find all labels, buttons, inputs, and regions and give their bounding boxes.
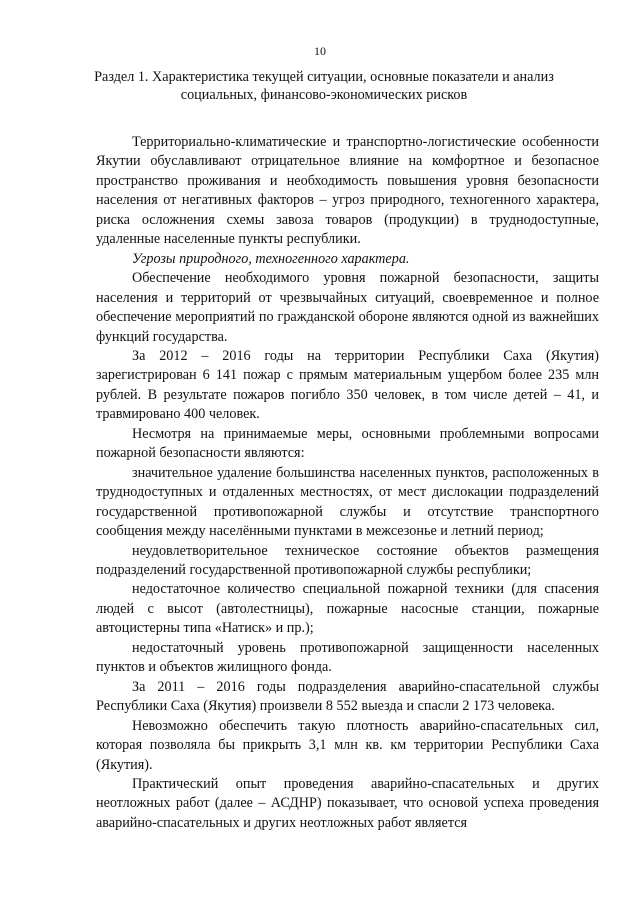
paragraph: Территориально-климатические и транспортно-логистические особенности Якутии обуславливают отрицательное влияние на комфортное и безопасное пространство проживания и необходимость повышения уровня безопасности населения от негативных факторов – угроз природного, техногенного характера, риска осложнения схемы завоза товаров (продукции) в труднодоступные, удаленные населенные пункты республики. bbox=[96, 134, 599, 248]
subsection-heading: Угрозы природного, техногенного характера. bbox=[132, 250, 410, 267]
paragraph: Практический опыт проведения аварийно-спасательных и других неотложных работ (далее – АСДНР) показывает, что основой успеха проведения аварийно-спасательных и других неотложных работ является bbox=[96, 775, 599, 831]
list-item: значительное удаление большинства населенных пунктов, расположенных в труднодоступных и отдаленных местностях, от мест дислокации подразделений государственной противопожарной службы и отсутствие транспортного сообщения между населёнными пунктами в межсезонье и летний период; bbox=[96, 464, 599, 540]
paragraph: Несмотря на принимаемые меры, основными проблемными вопросами пожарной безопасности являются: bbox=[96, 425, 599, 462]
list-item: неудовлетворительное техническое состояние объектов размещения подразделений государственной противопожарной службы республики; bbox=[96, 542, 599, 578]
list-item: недостаточный уровень противопожарной защищенности населенных пунктов и объектов жилищного фонда. bbox=[96, 639, 599, 676]
paragraph: За 2011 – 2016 годы подразделения аварийно-спасательной службы Республики Саха (Якутия) произвели 8 552 выезда и спасли 2 173 человека. bbox=[96, 678, 599, 715]
section-title: Раздел 1. Характеристика текущей ситуации, основные показатели и анализ социальных, финансово-экономических рисков bbox=[94, 69, 554, 103]
body-text bbox=[96, 133, 599, 833]
paragraph: За 2012 – 2016 годы на территории Республики Саха (Якутия) зарегистрирован 6 141 пожар с прямым материальным ущербом более 235 млн рублей. В результате пожаров погибло 350 человек, в том числе детей – 41, и травмировано 400 человек. bbox=[96, 347, 599, 423]
page-number: 10 bbox=[314, 44, 326, 58]
paragraph: Невозможно обеспечить такую плотность аварийно-спасательных сил, которая позволяла бы прикрыть 3,1 млн кв. км территории Республики Саха (Якутия). bbox=[96, 717, 599, 773]
list-item: недостаточное количество специальной пожарной техники (для спасения людей с высот (автолестницы), пожарные насосные станции, пожарные автоцистерны типа «Натиск» и пр.); bbox=[96, 581, 599, 637]
paragraph: Обеспечение необходимого уровня пожарной безопасности, защиты населения и территорий от чрезвычайных ситуаций, своевременное и полное обеспечение мероприятий по гражданской обороне являются одной из важнейших функций государства. bbox=[96, 270, 599, 345]
